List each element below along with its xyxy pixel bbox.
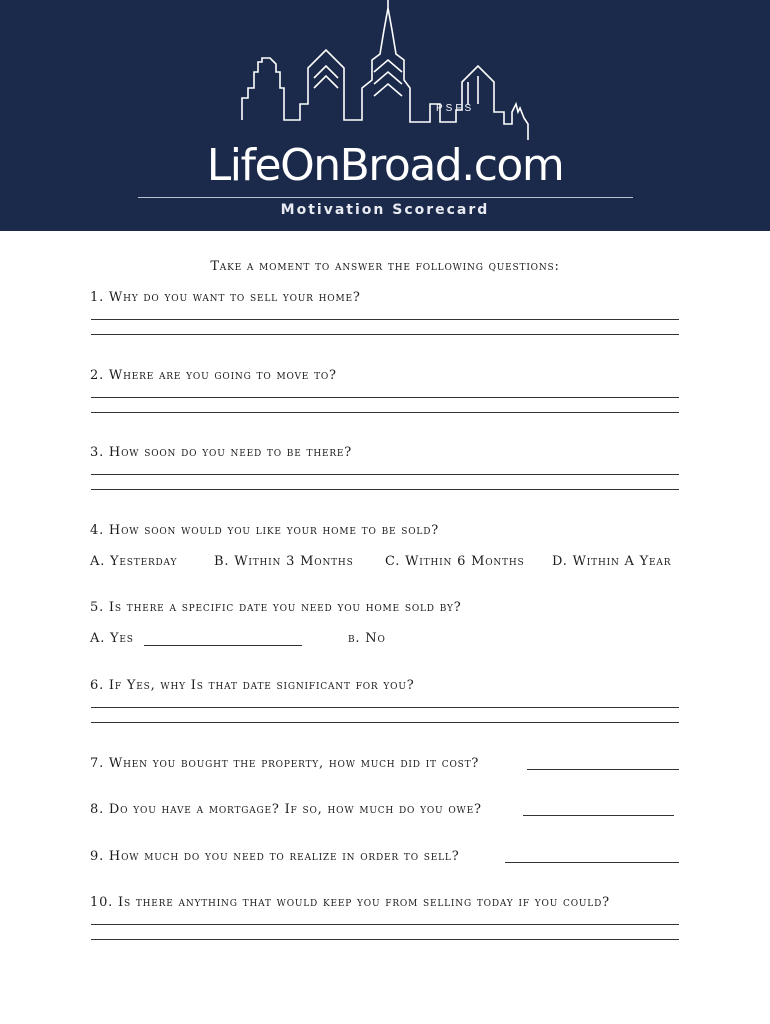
question-2: 2. Where are you going to move to? <box>90 368 337 383</box>
intro-text: Take a moment to answer the following questions: <box>210 259 560 274</box>
option-4d[interactable]: D. Within A Year <box>552 554 672 569</box>
psfs-sign: PSFS <box>436 103 475 114</box>
site-name-logo: LifeOnBroad.com <box>206 140 564 191</box>
philadelphia-skyline-logo <box>0 0 770 140</box>
question-3: 3. How soon do you need to be there? <box>90 445 353 460</box>
answer-line-2a[interactable] <box>91 397 679 398</box>
page-subtitle: Motivation Scorecard <box>280 202 490 218</box>
question-7: 7. When you bought the property, how much did it cost? <box>90 756 480 771</box>
answer-line-1a[interactable] <box>91 319 679 320</box>
answer-line-10b[interactable] <box>91 939 679 940</box>
question-8: 8. Do you have a mortgage? If so, how much do you owe? <box>90 802 482 817</box>
answer-line-8[interactable] <box>523 815 674 816</box>
question-1: 1. Why do you want to sell your home? <box>90 290 361 305</box>
question-4: 4. How soon would you like your home to be sold? <box>90 523 439 538</box>
answer-line-10a[interactable] <box>91 924 679 925</box>
question-5: 5. Is there a specific date you need you home sold by? <box>90 600 462 615</box>
answer-line-1b[interactable] <box>91 334 679 335</box>
answer-line-3a[interactable] <box>91 474 679 475</box>
option-4a[interactable]: A. Yesterday <box>90 554 178 569</box>
answer-line-6b[interactable] <box>91 722 679 723</box>
answer-line-5-yes[interactable] <box>144 645 302 646</box>
header-banner <box>0 0 770 231</box>
option-5b[interactable]: b. No <box>348 631 386 646</box>
answer-line-6a[interactable] <box>91 707 679 708</box>
answer-line-7[interactable] <box>527 769 679 770</box>
option-4b[interactable]: B. Within 3 Months <box>214 554 354 569</box>
answer-line-2b[interactable] <box>91 412 679 413</box>
option-5a[interactable]: A. Yes <box>90 631 134 646</box>
option-4c[interactable]: C. Within 6 Months <box>385 554 525 569</box>
header-divider <box>138 197 633 198</box>
answer-line-3b[interactable] <box>91 489 679 490</box>
question-9: 9. How much do you need to realize in order to sell? <box>90 849 460 864</box>
question-6: 6. If Yes, why Is that date significant for you? <box>90 678 415 693</box>
answer-line-9[interactable] <box>505 862 679 863</box>
question-10: 10. Is there anything that would keep you from selling today if you could? <box>90 895 610 910</box>
